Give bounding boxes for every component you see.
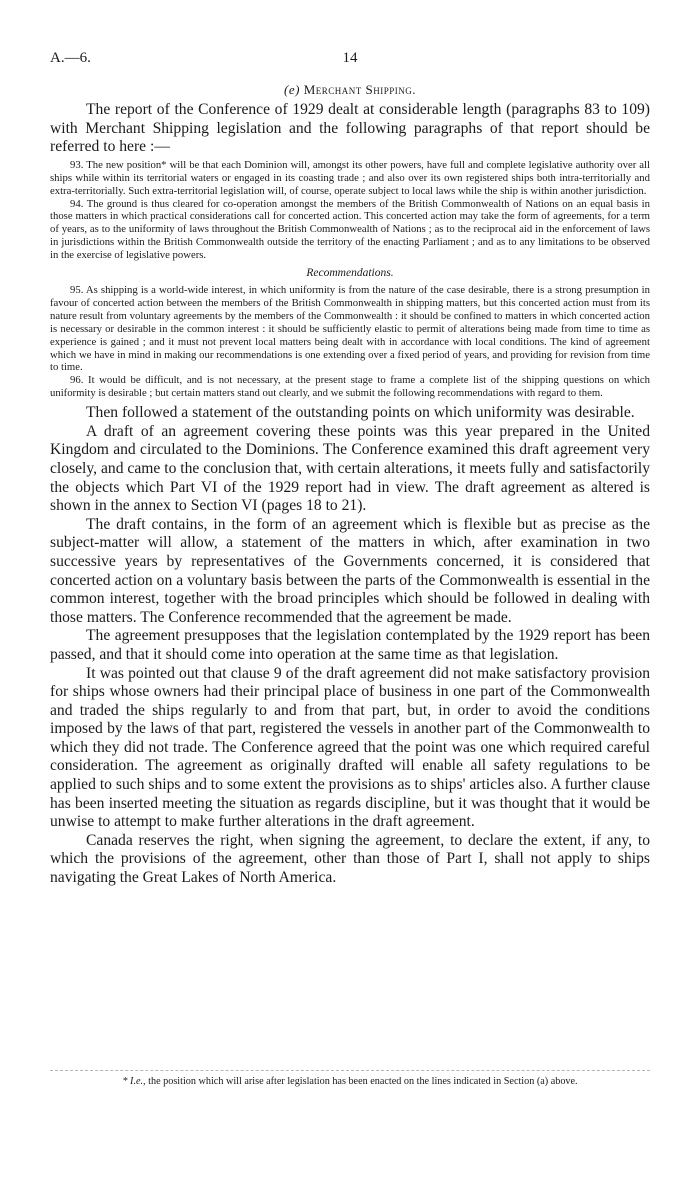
quoted-paragraph-93: 93. The new position* will be that each Dominion will, amongst its other powers, have full and complete legislative authority over all ships while within its territorial waters or engaged in its coasting trade ; and also over its own registered ships both intra-territorially and extra-territorially. Such extra-territorial legislation will, of course, operate subject to local laws while the ship is within another jurisdiction.: [50, 158, 650, 197]
main-text: [50, 404, 650, 887]
footnote-marker: * I.e.,: [122, 1076, 146, 1087]
section-title: Merchant Shipping.: [303, 82, 416, 97]
document-reference: A.—6.: [50, 50, 91, 66]
intro-paragraph: The report of the Conference of 1929 dealt at considerable length (paragraphs 83 to 109) with Merchant Shipping legislation and the following paragraphs of that report should be referred to here :—: [50, 101, 650, 156]
body-paragraph: The draft contains, in the form of an agreement which is flexible but as precise as the subject-matter will allow, a statement of the matters in which, after examination in two successive years by representatives of the Governments concerned, it is considered that concerted action on a voluntary basis between the parts of the Commonwealth is essential in the common interest, together with the broad principles which should be followed in dealing with those matters. The Conference recommended that the agreement be made.: [50, 515, 650, 626]
page-header: [50, 50, 650, 70]
footnote-divider: [50, 1070, 650, 1071]
section-marker: (e): [284, 82, 300, 97]
body-paragraph: Canada reserves the right, when signing the agreement, to declare the extent, if any, to which the provisions of the agreement, other than those of Part I, shall not apply to ships navigating the Great Lakes of North America.: [50, 831, 650, 887]
body-paragraph: The agreement presupposes that the legislation contemplated by the 1929 report has been passed, and that it should come into operation at the same time as that legislation.: [50, 627, 650, 663]
body-paragraph: It was pointed out that clause 9 of the draft agreement did not make satisfactory provision for ships whose owners had their principal place of business in one part of the Commonwealth and traded the ships regularly to and from that part, but, in order to avoid the conditions imposed by the laws of that part, registered the vessels in another part of the Commonwealth to which they did not trade. The Conference agreed that the point was one which required careful consideration. The agreement as originally drafted will enable all safety regulations to be applied to such ships and to some extent the provisions as to ships' articles also. A further clause has been inserted meeting the situation as regards discipline, but it was thought that it would be unwise to attempt to make further alterations in the draft agreement.: [50, 664, 650, 831]
footnote-text: the position which will arise after legislation has been enacted on the lines indicated in Section (a) above.: [148, 1076, 578, 1087]
body-paragraph: Then followed a statement of the outstanding points on which uniformity was desirable.: [86, 404, 635, 422]
recommendations-heading: Recommendations.: [306, 267, 394, 280]
footnote: [50, 1076, 650, 1088]
section-heading: [50, 82, 650, 98]
quoted-paragraph-95: 95. As shipping is a world-wide interest, in which uniformity is from the nature of the case desirable, there is a strong presumption in favour of concerted action between the members of the British Commonwealth in shipping matters, but this concerted action must from its nature result from voluntary agreements by the members of the Commonwealth : it should be confined to matters in which concerted action is necessary or desirable in the common interest : it should be sufficiently elastic to permit of alterations being made from time to time as experience is gained ; and it must not prevent local matters being dealt with in accordance with local conditions. The kind of agreement which we have in mind in making our recommendations is one extending over a fixed period of years, and providing for revision from time to time.: [50, 284, 650, 374]
quoted-paragraph-96: 96. It would be difficult, and is not necessary, at the present stage to frame a complete list of the shipping questions on which uniformity is desirable ; but certain matters stand out clearly, and we submit the following recommendations with regard to them.: [50, 374, 650, 400]
page-number: 14: [342, 50, 358, 66]
quoted-paragraph-94: 94. The ground is thus cleared for co-operation amongst the members of the British Commonwealth of Nations on an equal basis in those matters in which practical considerations call for concerted action. This concerted action may take the form of agreements, for a term of years, as to the uniformity of laws throughout the British Commonwealth of Nations ; as to the reciprocal aid in the enforcement of laws in jurisdictions within the British Commonwealth outside the territory of the enacting Parliament ; and as to any limitations to be observed in the exercise of legislative powers.: [50, 197, 650, 262]
page-body: [50, 82, 650, 888]
quoted-extract: [50, 159, 650, 400]
body-paragraph: A draft of an agreement covering these points was this year prepared in the United Kingdom and circulated to the Dominions. The Conference examined this draft agreement very closely, and came to the conclusion that, with certain alterations, it meets fully and satisfactorily the objects which Part VI of the 1929 report had in view. The draft agreement as altered is shown in the annex to Section VI (pages 18 to 21).: [50, 422, 650, 515]
